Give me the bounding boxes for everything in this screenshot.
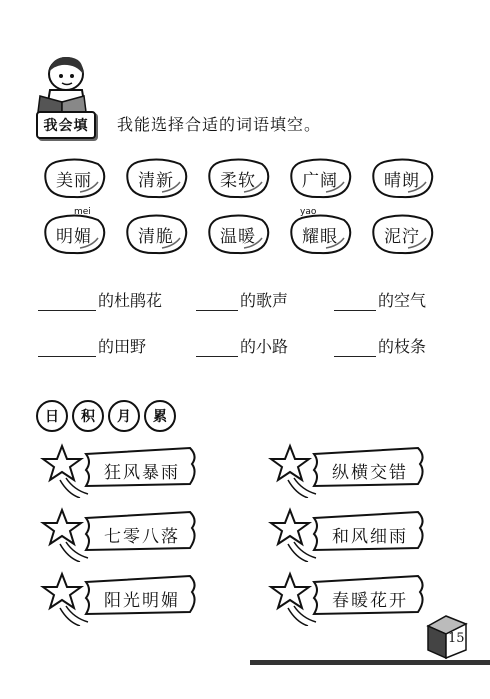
- idiom-text: 七零八落: [104, 527, 180, 547]
- fill-blank-item: [334, 288, 426, 311]
- accumulation-char: 累: [144, 400, 176, 432]
- word-stone-text: 清新: [138, 170, 174, 191]
- accumulation-char: 日: [36, 400, 68, 432]
- word-stone-text: 晴朗: [384, 170, 420, 191]
- idiom-banner: [268, 504, 428, 562]
- instruction-text: 我能选择合适的词语填空。: [117, 115, 322, 134]
- accumulation-title: [36, 400, 176, 432]
- answer-blank[interactable]: [334, 338, 376, 357]
- page-number-cube: [424, 612, 468, 662]
- answer-blank[interactable]: [196, 292, 238, 311]
- word-stone: [286, 212, 354, 256]
- accumulation-char: 月: [108, 400, 140, 432]
- idiom-banner: [40, 568, 200, 626]
- word-stone-text: 美丽: [56, 170, 92, 191]
- word-stone-text: 柔软: [220, 170, 256, 191]
- word-stone-text: 明媚: [56, 226, 92, 247]
- word-stone-text: 温暖: [220, 226, 256, 247]
- page-number: 15: [448, 631, 465, 646]
- word-stone-text: 清脆: [138, 226, 174, 247]
- idiom-banner: [268, 440, 428, 498]
- answer-blank[interactable]: [38, 338, 96, 357]
- pinyin-annotation: yao: [300, 207, 317, 217]
- word-stone-text: 泥泞: [384, 226, 420, 247]
- fill-blank-suffix: 的歌声: [240, 291, 289, 310]
- fill-blank-suffix: 的杜鹃花: [98, 291, 163, 310]
- fill-blank-item: [38, 288, 162, 311]
- section-badge: 我会填: [36, 111, 96, 139]
- word-stone: [122, 212, 190, 256]
- answer-blank[interactable]: [38, 292, 96, 311]
- word-stone: [122, 156, 190, 200]
- word-stone-text: 耀眼: [302, 226, 338, 247]
- word-stone: [204, 156, 272, 200]
- word-stone: [204, 212, 272, 256]
- idiom-text: 狂风暴雨: [104, 463, 180, 483]
- fill-blank-suffix: 的空气: [378, 291, 427, 310]
- fill-blank-suffix: 的枝条: [378, 337, 427, 356]
- idiom-banner: [40, 504, 200, 562]
- idiom-text: 纵横交错: [332, 463, 408, 483]
- fill-blank-suffix: 的田野: [98, 337, 147, 356]
- pinyin-annotation: mei: [74, 207, 91, 217]
- word-stone: [368, 212, 436, 256]
- answer-blank[interactable]: [334, 292, 376, 311]
- accumulation-char: 积: [72, 400, 104, 432]
- idiom-text: 阳光明媚: [104, 591, 180, 611]
- word-stone: [286, 156, 354, 200]
- answer-blank[interactable]: [196, 338, 238, 357]
- fill-blank-item: [196, 334, 288, 357]
- fill-blank-item: [38, 334, 146, 357]
- word-stone-text: 广阔: [302, 170, 338, 191]
- idiom-banner: [40, 440, 200, 498]
- footer-rule: [250, 660, 490, 665]
- fill-blank-item: [196, 288, 288, 311]
- idiom-banner: [268, 568, 428, 626]
- fill-blank-item: [334, 334, 426, 357]
- fill-blank-suffix: 的小路: [240, 337, 289, 356]
- word-stone: [40, 212, 108, 256]
- word-stone: [40, 156, 108, 200]
- word-stone: [368, 156, 436, 200]
- idiom-text: 春暖花开: [332, 591, 408, 611]
- idiom-text: 和风细雨: [332, 527, 408, 547]
